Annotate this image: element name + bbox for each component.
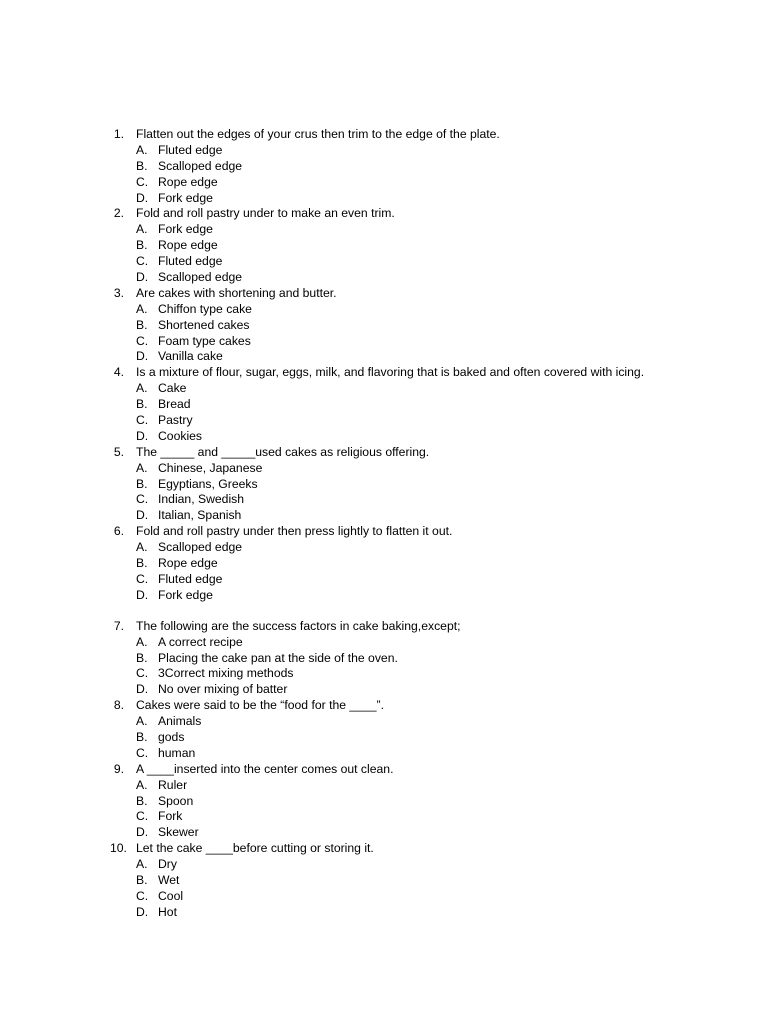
answer-option	[0, 730, 768, 746]
option-letter: D.	[136, 682, 149, 697]
question-7	[0, 619, 768, 698]
option-letter: C.	[136, 666, 149, 681]
answer-option	[0, 302, 768, 318]
answer-option	[0, 556, 768, 572]
question-number: 9.	[113, 761, 124, 776]
option-letter: D.	[136, 349, 149, 364]
option-letter: D.	[136, 508, 149, 523]
option-text: Indian, Swedish	[158, 492, 245, 507]
question-text: The _____ and _____used cakes as religious offering.	[136, 444, 430, 459]
question-number: 2.	[113, 206, 124, 221]
option-text: Rope edge	[158, 556, 218, 571]
option-text: Skewer	[158, 825, 199, 840]
option-text: Rope edge	[158, 238, 218, 253]
option-text: Hot	[158, 904, 177, 919]
option-letter: B.	[136, 476, 148, 491]
option-letter: B.	[136, 650, 148, 665]
answer-option	[0, 270, 768, 286]
answer-option	[0, 825, 768, 841]
answer-option	[0, 809, 768, 825]
option-letter: C.	[136, 254, 149, 269]
option-text: Fork	[158, 809, 183, 824]
question-stem	[0, 524, 768, 540]
option-letter: C.	[136, 809, 149, 824]
answer-option	[0, 318, 768, 334]
option-letter: C.	[136, 333, 149, 348]
option-letter: B.	[136, 729, 148, 744]
question-number: 1.	[113, 127, 124, 141]
option-text: gods	[158, 729, 185, 744]
option-letter: D.	[136, 190, 149, 205]
question-text: Let the cake ____before cutting or storing it.	[136, 841, 374, 856]
option-text: Cookies	[158, 428, 203, 443]
option-text: Egyptians, Greeks	[158, 476, 258, 491]
option-letter: C.	[136, 888, 149, 903]
option-letter: A.	[136, 381, 148, 396]
question-text: Flatten out the edges of your crus then trim to the edge of the plate.	[136, 127, 500, 141]
answer-option	[0, 477, 768, 493]
answer-option	[0, 635, 768, 651]
option-letter: A.	[136, 301, 148, 316]
answer-option	[0, 461, 768, 477]
answer-option	[0, 857, 768, 873]
option-text: No over mixing of batter	[158, 682, 288, 697]
question-text: Fold and roll pastry under to make an even trim.	[136, 206, 395, 221]
question-stem	[0, 619, 768, 635]
question-8	[0, 698, 768, 762]
option-letter: A.	[136, 222, 148, 237]
answer-option	[0, 254, 768, 270]
question-text: Is a mixture of flour, sugar, eggs, milk, and flavoring that is baked and often covered with icing.	[136, 365, 645, 380]
answer-option	[0, 381, 768, 397]
option-text: Fork edge	[158, 190, 213, 205]
option-letter: B.	[136, 556, 148, 571]
question-stem	[0, 127, 768, 143]
option-letter: D.	[136, 587, 149, 602]
option-text: 3Correct mixing methods	[158, 666, 294, 681]
answer-option	[0, 540, 768, 556]
option-text: Cake	[158, 381, 187, 396]
question-stem	[0, 206, 768, 222]
option-text: Chinese, Japanese	[158, 460, 263, 475]
option-letter: B.	[136, 317, 148, 332]
question-text: A ____inserted into the center comes out clean.	[136, 761, 394, 776]
option-letter: A.	[136, 714, 148, 729]
option-text: human	[158, 745, 196, 760]
option-text: Scalloped edge	[158, 158, 243, 173]
option-text: Bread	[158, 397, 191, 412]
option-letter: D.	[136, 428, 149, 443]
question-number: 6.	[113, 524, 124, 539]
quiz-question-list	[0, 127, 768, 921]
question-5	[0, 445, 768, 524]
answer-option	[0, 682, 768, 698]
answer-option	[0, 429, 768, 445]
option-letter: D.	[136, 270, 149, 285]
answer-option	[0, 714, 768, 730]
question-stem	[0, 365, 768, 381]
question-number: 7.	[113, 618, 124, 633]
question-stem	[0, 445, 768, 461]
question-number: 8.	[113, 698, 124, 713]
option-text: Scalloped edge	[158, 270, 243, 285]
answer-option	[0, 905, 768, 921]
question-text: Cakes were said to be the “food for the ____”.	[136, 698, 384, 713]
answer-option	[0, 794, 768, 810]
question-9	[0, 762, 768, 841]
option-text: Shortened cakes	[158, 317, 250, 332]
answer-option	[0, 873, 768, 889]
answer-option	[0, 349, 768, 365]
option-letter: C.	[136, 492, 149, 507]
option-text: Fork edge	[158, 587, 213, 602]
option-letter: A.	[136, 777, 148, 792]
question-text: Are cakes with shortening and butter.	[136, 285, 337, 300]
option-text: A correct recipe	[158, 634, 243, 649]
option-letter: C.	[136, 413, 149, 428]
option-letter: B.	[136, 397, 148, 412]
question-number: 3.	[113, 285, 124, 300]
question-3	[0, 286, 768, 365]
answer-option	[0, 889, 768, 905]
option-text: Scalloped edge	[158, 540, 243, 555]
answer-option	[0, 666, 768, 682]
answer-option	[0, 238, 768, 254]
answer-option	[0, 492, 768, 508]
option-text: Fluted edge	[158, 142, 223, 157]
question-4	[0, 365, 768, 444]
option-letter: A.	[136, 540, 148, 555]
question-2	[0, 206, 768, 285]
option-letter: B.	[136, 238, 148, 253]
option-letter: C.	[136, 745, 149, 760]
option-letter: D.	[136, 904, 149, 919]
option-letter: A.	[136, 460, 148, 475]
answer-option	[0, 143, 768, 159]
question-text: The following are the success factors in cake baking,except;	[136, 618, 461, 633]
question-stem	[0, 841, 768, 857]
answer-option	[0, 588, 768, 604]
question-number: 4.	[113, 365, 124, 380]
option-text: Vanilla cake	[158, 349, 223, 364]
option-text: Rope edge	[158, 174, 218, 189]
option-letter: B.	[136, 793, 148, 808]
option-text: Fluted edge	[158, 571, 223, 586]
option-text: Pastry	[158, 413, 193, 428]
option-letter: A.	[136, 142, 148, 157]
answer-option	[0, 175, 768, 191]
option-text: Spoon	[158, 793, 194, 808]
option-text: Ruler	[158, 777, 188, 792]
option-text: Cool	[158, 888, 184, 903]
option-text: Chiffon type cake	[158, 301, 252, 316]
answer-option	[0, 572, 768, 588]
option-text: Placing the cake pan at the side of the oven.	[158, 650, 398, 665]
question-10	[0, 841, 768, 920]
answer-option	[0, 508, 768, 524]
question-number: 10.	[110, 841, 127, 856]
answer-option	[0, 778, 768, 794]
option-text: Dry	[158, 857, 177, 872]
answer-option	[0, 651, 768, 667]
option-letter: A.	[136, 634, 148, 649]
option-text: Fluted edge	[158, 254, 223, 269]
option-letter: A.	[136, 857, 148, 872]
answer-option	[0, 413, 768, 429]
option-letter: B.	[136, 158, 148, 173]
option-text: Italian, Spanish	[158, 508, 242, 523]
answer-option	[0, 397, 768, 413]
option-letter: D.	[136, 825, 149, 840]
option-text: Animals	[158, 714, 202, 729]
answer-option	[0, 222, 768, 238]
question-1	[0, 127, 768, 206]
answer-option	[0, 746, 768, 762]
question-stem	[0, 698, 768, 714]
question-stem	[0, 762, 768, 778]
answer-option	[0, 191, 768, 207]
option-text: Foam type cakes	[158, 333, 251, 348]
answer-option	[0, 334, 768, 350]
question-stem	[0, 286, 768, 302]
option-text: Fork edge	[158, 222, 213, 237]
question-number: 5.	[113, 444, 124, 459]
option-letter: B.	[136, 872, 148, 887]
option-letter: C.	[136, 571, 149, 586]
question-text: Fold and roll pastry under then press lightly to flatten it out.	[136, 524, 453, 539]
option-letter: C.	[136, 174, 149, 189]
option-text: Wet	[158, 872, 180, 887]
answer-option	[0, 159, 768, 175]
question-6	[0, 524, 768, 603]
